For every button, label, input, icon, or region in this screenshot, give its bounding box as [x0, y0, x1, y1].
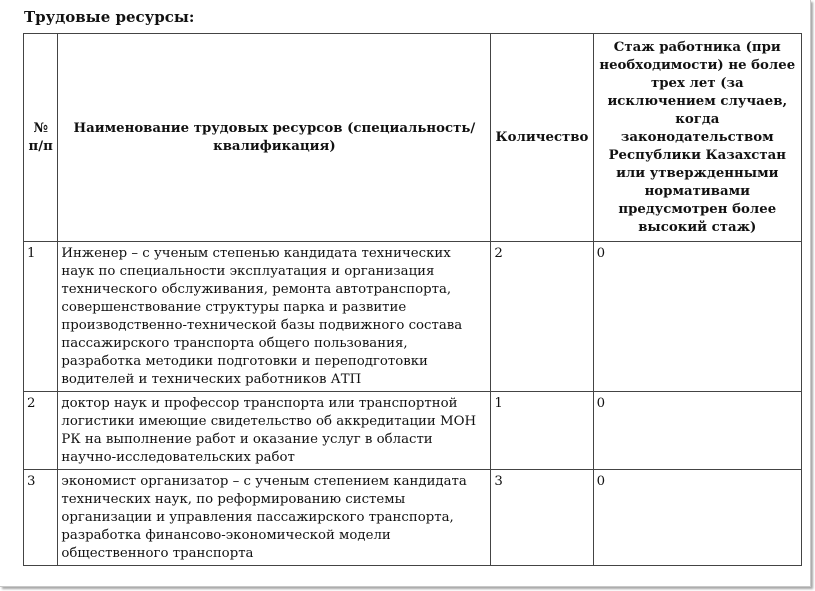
row-quantity: 3: [491, 470, 593, 566]
row-number: 1: [24, 242, 58, 392]
row-name: экономист организатор – с ученым степением кандидата технических наук, по реформированию системы организации и управления пассажирского транспорта, разработка финансово-экономической модели общественного транспорта: [58, 470, 491, 566]
row-number: 2: [24, 392, 58, 470]
header-quantity: Количество: [491, 34, 593, 242]
header-name: Наименование трудовых ресурсов (специальность/квалификация): [58, 34, 491, 242]
header-experience: Стаж работника (при необходимости) не более трех лет (за исключением случаев, когда законодательством Республики Казахстан или утвержденными нормативами предусмотрен более высокий стаж): [593, 34, 801, 242]
row-name: Инженер – с ученым степенью кандидата технических наук по специальности эксплуатация и организация технического обслуживания, ремонта автотранспорта, совершенствование структуры парка и развитие производственно-технической базы подвижного состава пассажирского транспорта общего пользования, разработка методики подготовки и переподготовки водителей и технических работников АТП: [58, 242, 491, 392]
row-name: доктор наук и профессор транспорта или транспортной логистики имеющие свидетельство об аккредитации МОН РК на выполнение работ и оказание услуг в области научно-исследовательских работ: [58, 392, 491, 470]
row-experience: 0: [593, 242, 801, 392]
table-row: [24, 470, 802, 566]
row-number: 3: [24, 470, 58, 566]
row-quantity: 1: [491, 392, 593, 470]
header-number: № п/п: [24, 34, 58, 242]
labor-resources-table: [23, 33, 802, 566]
table-row: [24, 242, 802, 392]
table-row: [24, 392, 802, 470]
row-experience: 0: [593, 470, 801, 566]
section-title: Трудовые ресурсы:: [24, 8, 195, 26]
table-header-row: [24, 34, 802, 242]
row-quantity: 2: [491, 242, 593, 392]
row-experience: 0: [593, 392, 801, 470]
